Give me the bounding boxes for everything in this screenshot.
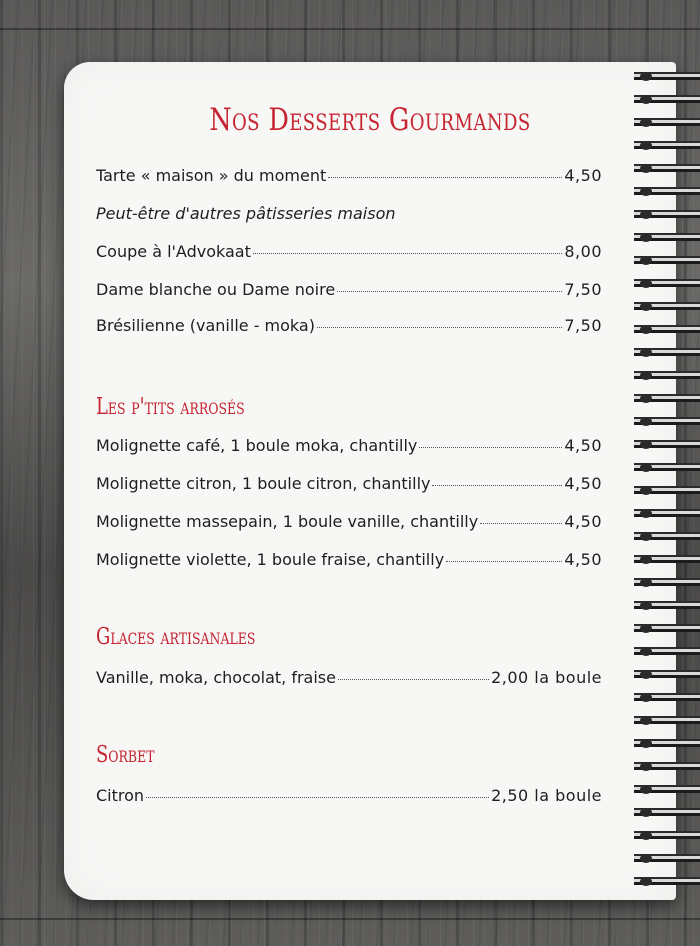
item-price: 7,50 bbox=[564, 280, 602, 299]
binding-hole bbox=[640, 118, 652, 127]
dot-leader bbox=[317, 326, 562, 328]
item-price: 4,50 bbox=[564, 436, 602, 455]
item-name: Molignette violette, 1 boule fraise, chantilly bbox=[96, 550, 445, 569]
binding-hole bbox=[640, 739, 652, 748]
menu-item bbox=[96, 242, 602, 261]
item-name: Coupe à l'Advokaat bbox=[96, 242, 251, 261]
dot-leader bbox=[338, 678, 489, 680]
binding-hole bbox=[640, 509, 652, 518]
binding-hole bbox=[640, 578, 652, 587]
binding-hole bbox=[640, 831, 652, 840]
menu-note: Peut-être d'autres pâtisseries maison bbox=[96, 204, 396, 223]
item-name: Tarte « maison » du moment bbox=[96, 166, 327, 185]
menu-item bbox=[96, 280, 602, 299]
section-title: Sorbet bbox=[96, 742, 155, 768]
binding-hole bbox=[640, 463, 652, 472]
item-name: Molignette massepain, 1 boule vanille, chantilly bbox=[96, 512, 479, 531]
wood-plank-seam bbox=[0, 28, 700, 30]
dot-leader bbox=[419, 446, 562, 448]
binding-hole bbox=[640, 95, 652, 104]
binding-hole bbox=[640, 785, 652, 794]
item-price: 7,50 bbox=[564, 316, 602, 335]
item-price: 4,50 bbox=[564, 166, 602, 185]
item-price: 4,50 bbox=[564, 512, 602, 531]
menu-item bbox=[96, 316, 602, 335]
binding-hole bbox=[640, 762, 652, 771]
binding-hole bbox=[640, 187, 652, 196]
wood-plank-seam bbox=[0, 918, 700, 920]
menu-item bbox=[96, 474, 602, 493]
binding-hole bbox=[640, 141, 652, 150]
binding-hole bbox=[640, 532, 652, 541]
menu-item bbox=[96, 786, 602, 805]
binding-hole bbox=[640, 486, 652, 495]
binding-hole bbox=[640, 440, 652, 449]
menu-item bbox=[96, 166, 602, 185]
section-title: Les p'tits arrosés bbox=[96, 394, 245, 420]
binding-hole bbox=[640, 210, 652, 219]
item-price: 8,00 bbox=[564, 242, 602, 261]
binding-hole bbox=[640, 302, 652, 311]
dot-leader bbox=[253, 252, 563, 254]
binding-hole bbox=[640, 325, 652, 334]
menu-item bbox=[96, 512, 602, 531]
menu-title: Nos Desserts Gourmands bbox=[209, 102, 531, 138]
binding-hole bbox=[640, 808, 652, 817]
binding-hole bbox=[640, 417, 652, 426]
binding-hole bbox=[640, 877, 652, 886]
item-name: Molignette café, 1 boule moka, chantilly bbox=[96, 436, 418, 455]
binding-hole bbox=[640, 233, 652, 242]
item-price: 4,50 bbox=[564, 550, 602, 569]
binding-hole bbox=[640, 670, 652, 679]
item-price: 2,50 la boule bbox=[491, 786, 602, 805]
binding-hole bbox=[640, 555, 652, 564]
item-price: 2,00 la boule bbox=[491, 668, 602, 687]
binding-hole bbox=[640, 624, 652, 633]
dot-leader bbox=[337, 290, 562, 292]
binding-hole bbox=[640, 348, 652, 357]
binding-hole bbox=[640, 279, 652, 288]
binding-hole bbox=[640, 854, 652, 863]
binding-hole bbox=[640, 164, 652, 173]
binding-hole bbox=[640, 716, 652, 725]
dot-leader bbox=[446, 560, 562, 562]
dot-leader bbox=[432, 484, 562, 486]
binding-hole bbox=[640, 693, 652, 702]
menu-item bbox=[96, 668, 602, 687]
item-name: Citron bbox=[96, 786, 145, 805]
item-name: Dame blanche ou Dame noire bbox=[96, 280, 336, 299]
binding-hole bbox=[640, 601, 652, 610]
section-title: Glaces artisanales bbox=[96, 624, 256, 650]
dot-leader bbox=[146, 796, 489, 798]
menu-item bbox=[96, 436, 602, 455]
dot-leader bbox=[480, 522, 562, 524]
menu-item bbox=[96, 550, 602, 569]
item-name: Brésilienne (vanille - moka) bbox=[96, 316, 315, 335]
binding-hole bbox=[640, 647, 652, 656]
item-name: Vanille, moka, chocolat, fraise bbox=[96, 668, 336, 687]
dot-leader bbox=[328, 176, 562, 178]
item-price: 4,50 bbox=[564, 474, 602, 493]
binding-hole bbox=[640, 371, 652, 380]
item-name: Molignette citron, 1 boule citron, chantilly bbox=[96, 474, 431, 493]
binding-hole bbox=[640, 72, 652, 81]
binding-hole bbox=[640, 394, 652, 403]
binding-hole bbox=[640, 256, 652, 265]
notebook-page bbox=[64, 62, 676, 900]
